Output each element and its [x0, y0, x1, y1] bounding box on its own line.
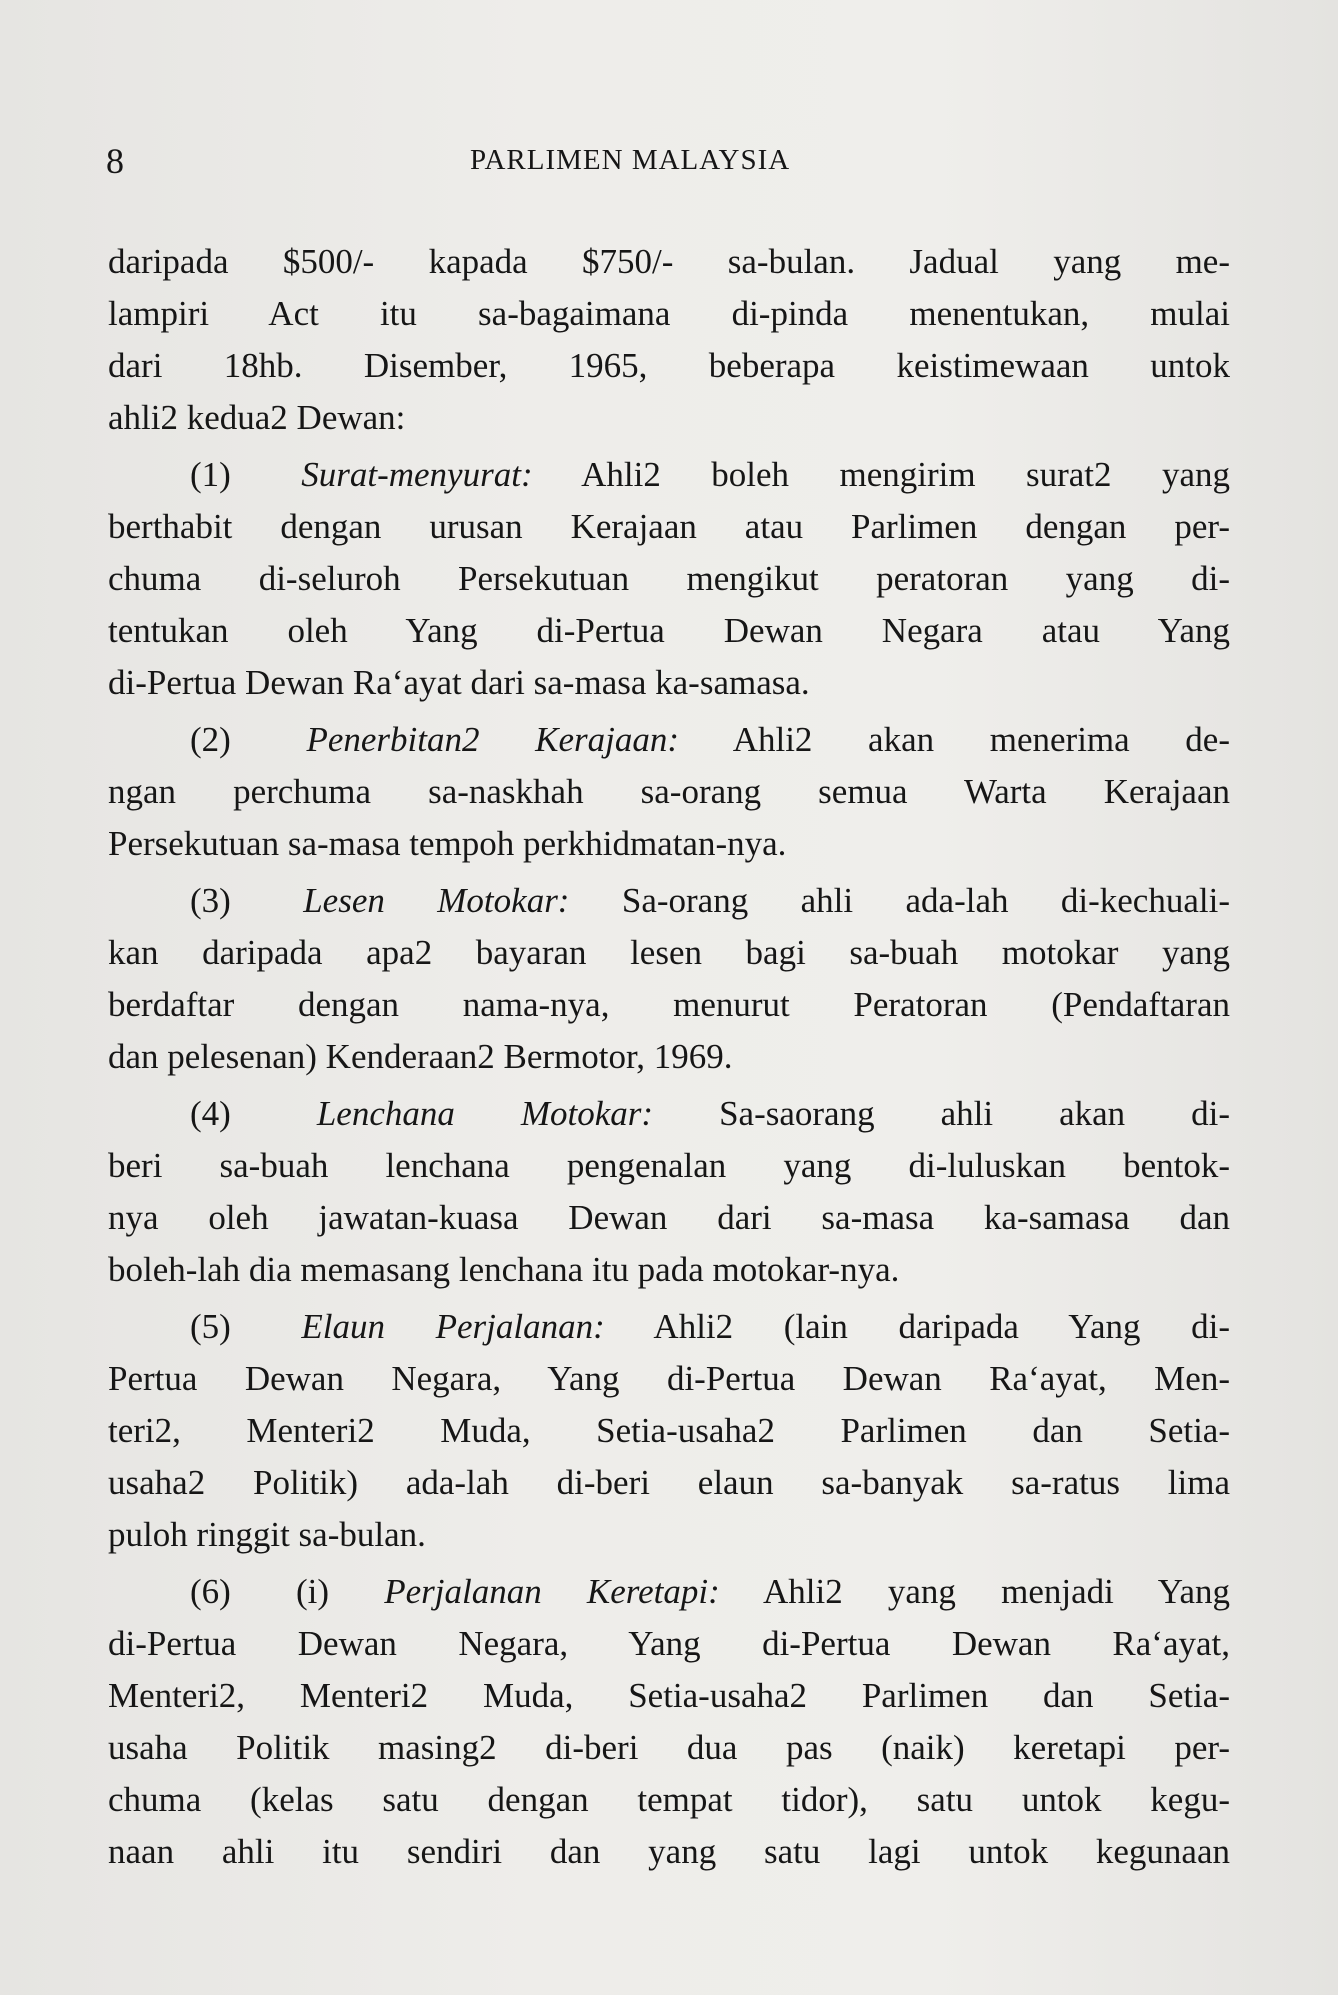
line-text: Menteri2, Menteri2 Muda, Setia-usaha2 Parlimen dan Setia- [108, 1676, 1230, 1715]
text-line [108, 1722, 1230, 1774]
text-line [108, 1405, 1230, 1457]
paragraph-first-line [108, 875, 1230, 927]
text-line [108, 1353, 1230, 1405]
text-line [108, 1244, 1230, 1296]
paragraph-first-line [108, 1301, 1230, 1353]
text-line [108, 818, 1230, 870]
text-line [108, 979, 1230, 1031]
line-text: di-Pertua Dewan Negara, Yang di-Pertua Dewan Ra‘ayat, [108, 1624, 1230, 1663]
text-line [108, 1140, 1230, 1192]
line-text: Persekutuan sa-masa tempoh perkhidmatan-nya. [108, 824, 787, 863]
item-number: (1) [190, 455, 231, 494]
line-text: kan daripada apa2 bayaran lesen bagi sa-buah motokar yang [108, 933, 1230, 972]
text-line [108, 1031, 1230, 1083]
line-text: daripada $500/- kapada $750/- sa-bulan. Jadual yang me- [108, 242, 1230, 281]
running-title: PARLIMEN MALAYSIA [470, 144, 791, 176]
line-text: berdaftar dengan nama-nya, menurut Peratoran (Pendaftaran [108, 985, 1230, 1024]
sub-item-number: (i) [296, 1572, 330, 1611]
page-number: 8 [106, 141, 124, 181]
text-line [108, 1618, 1230, 1670]
item-number: (2) [190, 720, 231, 759]
text-line [108, 1670, 1230, 1722]
item-heading: Penerbitan2 Kerajaan: [306, 720, 679, 759]
line-text: di-Pertua Dewan Ra‘ayat dari sa-masa ka-samasa. [108, 663, 810, 702]
line-text: beri sa-buah lenchana pengenalan yang di-luluskan bentok- [108, 1146, 1230, 1185]
line-text: ahli2 kedua2 Dewan: [108, 398, 406, 437]
text-line [108, 1826, 1230, 1878]
line-text: puloh ringgit sa-bulan. [108, 1515, 426, 1554]
text-line [108, 340, 1230, 392]
paragraph-first-line [108, 449, 1230, 501]
item-heading: Surat-menyurat: [301, 455, 533, 494]
text-line [108, 553, 1230, 605]
text-line [108, 927, 1230, 979]
page-body-text [108, 236, 1230, 1878]
item-number: (6) [190, 1572, 231, 1611]
paragraph-first-line [108, 1088, 1230, 1140]
line-text: usaha2 Politik) ada-lah di-beri elaun sa-banyak sa-ratus lima [108, 1463, 1230, 1502]
text-line [108, 501, 1230, 553]
line-text: tentukan oleh Yang di-Pertua Dewan Negara atau Yang [108, 611, 1230, 650]
line-text: naan ahli itu sendiri dan yang satu lagi untok kegunaan [108, 1832, 1230, 1871]
line-text: teri2, Menteri2 Muda, Setia-usaha2 Parlimen dan Setia- [108, 1411, 1230, 1450]
item-heading: Elaun Perjalanan: [301, 1307, 605, 1346]
text-line [108, 236, 1230, 288]
line-text: usaha Politik masing2 di-beri dua pas (naik) keretapi per- [108, 1728, 1230, 1767]
text-line [108, 766, 1230, 818]
line-text: dari 18hb. Disember, 1965, beberapa keistimewaan untok [108, 346, 1230, 385]
paragraph-first-line [108, 1566, 1230, 1618]
line-text: Ahli2 boleh mengirim surat2 yang [581, 455, 1231, 494]
text-line [108, 1774, 1230, 1826]
item-heading: Perjalanan Keretapi: [384, 1572, 720, 1611]
line-text: chuma (kelas satu dengan tempat tidor), satu untok kegu- [108, 1780, 1230, 1819]
text-line [108, 1457, 1230, 1509]
line-text: dan pelesenan) Kenderaan2 Bermotor, 1969. [108, 1037, 733, 1076]
line-text: berthabit dengan urusan Kerajaan atau Parlimen dengan per- [108, 507, 1230, 546]
paragraph-first-line [108, 714, 1230, 766]
item-number: (3) [190, 881, 231, 920]
item-number: (5) [190, 1307, 231, 1346]
text-line [108, 392, 1230, 444]
line-text: Ahli2 (lain daripada Yang di- [653, 1307, 1231, 1346]
text-line [108, 1509, 1230, 1561]
line-text: Ahli2 yang menjadi Yang [762, 1572, 1231, 1611]
line-text: Pertua Dewan Negara, Yang di-Pertua Dewan Ra‘ayat, Men- [108, 1359, 1230, 1398]
text-line [108, 288, 1230, 340]
line-text: Ahli2 akan menerima de- [732, 720, 1230, 759]
item-number: (4) [190, 1094, 231, 1133]
line-text: Sa-orang ahli ada-lah di-kechuali- [621, 881, 1230, 920]
line-text: nya oleh jawatan-kuasa Dewan dari sa-masa ka-samasa dan [108, 1198, 1230, 1237]
item-heading: Lenchana Motokar: [316, 1094, 654, 1133]
item-heading: Lesen Motokar: [303, 881, 570, 920]
line-text: chuma di-seluroh Persekutuan mengikut peratoran yang di- [108, 559, 1230, 598]
text-line [108, 1192, 1230, 1244]
line-text: Sa-saorang ahli akan di- [719, 1094, 1231, 1133]
text-line [108, 605, 1230, 657]
text-line [108, 657, 1230, 709]
line-text: ngan perchuma sa-naskhah sa-orang semua Warta Kerajaan [108, 772, 1230, 811]
line-text: lampiri Act itu sa-bagaimana di-pinda menentukan, mulai [108, 294, 1230, 333]
line-text: boleh-lah dia memasang lenchana itu pada motokar-nya. [108, 1250, 900, 1289]
